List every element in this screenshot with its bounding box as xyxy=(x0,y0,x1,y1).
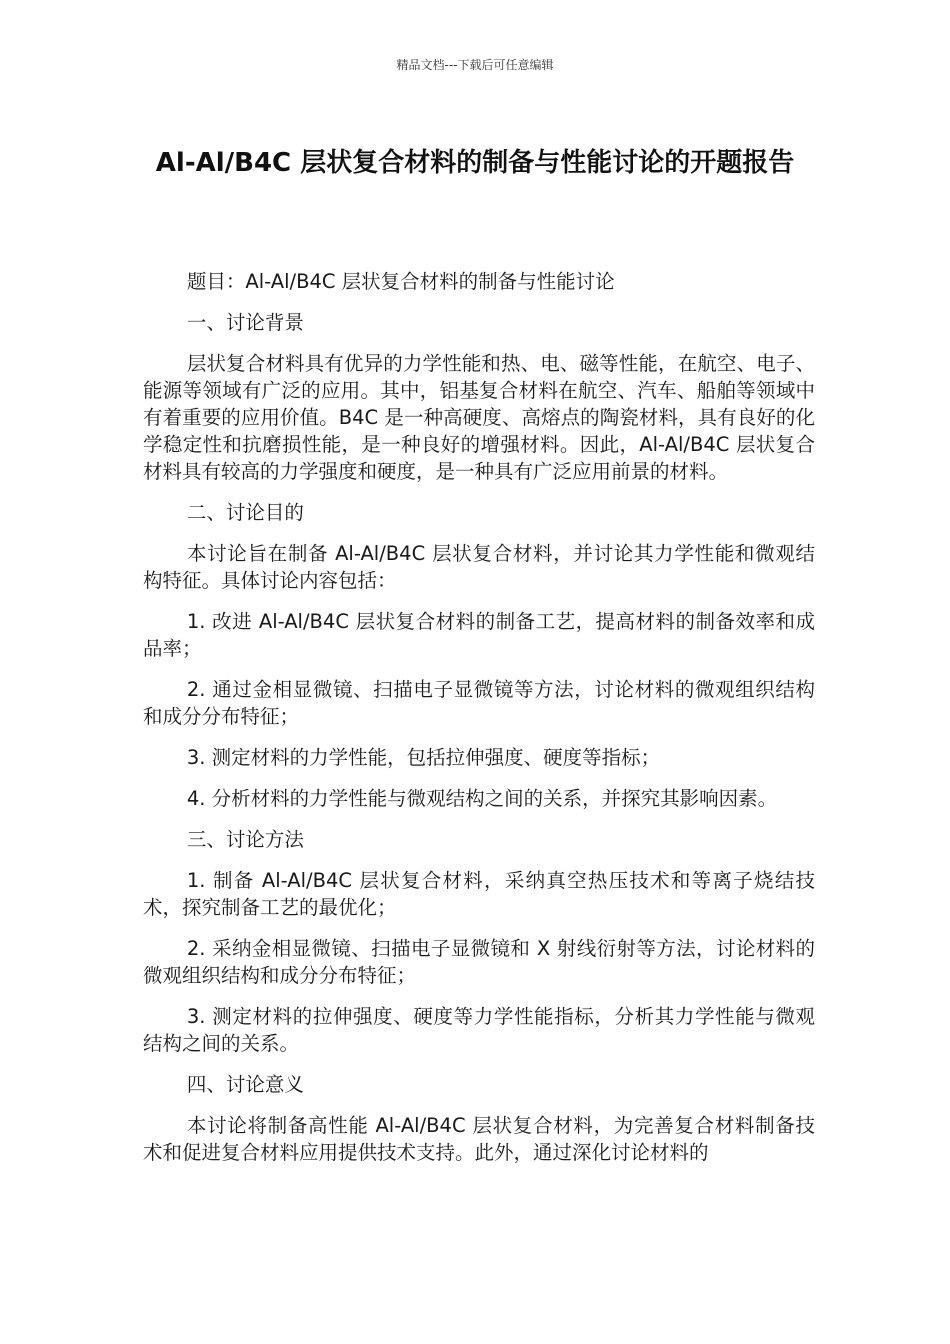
purpose-item-2: 2. 通过金相显微镜、扫描电子显微镜等方法，讨论材料的微观组织结构和成分分布特征； xyxy=(143,678,815,728)
purpose-paragraph: 本讨论旨在制备 Al-Al/B4C 层状复合材料，并讨论其力学性能和微观结构特征。具体讨论内容包括： xyxy=(143,542,815,592)
document-title: Al-Al/B4C 层状复合材料的制备与性能讨论的开题报告 xyxy=(155,148,795,178)
section-heading-purpose: 二、讨论目的 xyxy=(186,501,304,524)
section-heading-background: 一、讨论背景 xyxy=(186,311,304,334)
method-item-2: 2. 采纳金相显微镜、扫描电子显微镜和 X 射线衍射等方法，讨论材料的微观组织结构和成分分布特征； xyxy=(143,937,815,987)
section-heading-significance: 四、讨论意义 xyxy=(186,1073,304,1096)
topic-line: 题目：Al-Al/B4C 层状复合材料的制备与性能讨论 xyxy=(186,270,615,293)
purpose-item-1: 1. 改进 Al-Al/B4C 层状复合材料的制备工艺，提高材料的制备效率和成品率； xyxy=(143,610,815,660)
document-body xyxy=(143,268,815,1180)
purpose-item-4: 4. 分析材料的力学性能与微观结构之间的关系，并探究其影响因素。 xyxy=(186,787,778,810)
background-paragraph: 层状复合材料具有优异的力学性能和热、电、磁等性能，在航空、电子、能源等领域有广泛的应用。其中，铝基复合材料在航空、汽车、船舶等领域中有着重要的应用价值。B4C 是一种高硬度、高熔点的陶瓷材料，具有良好的化学稳定性和抗磨损性能，是一种良好的增强材料。因此，Al-Al/B4C 层状复合材料具有较高的力学强度和硬度，是一种具有广泛应用前景的材料。 xyxy=(143,352,815,483)
significance-paragraph: 本讨论将制备高性能 Al-Al/B4C 层状复合材料，为完善复合材料制备技术和促进复合材料应用提供技术支持。此外，通过深化讨论材料的 xyxy=(143,1114,815,1164)
purpose-item-3: 3. 测定材料的力学性能，包括拉伸强度、硬度等指标； xyxy=(186,746,661,769)
header-note: 精品文档---下载后可任意编辑 xyxy=(396,58,554,72)
method-item-1: 1. 制备 Al-Al/B4C 层状复合材料，采纳真空热压技术和等离子烧结技术，探究制备工艺的最优化； xyxy=(143,869,815,919)
section-heading-method: 三、讨论方法 xyxy=(186,828,304,851)
method-item-3: 3. 测定材料的拉伸强度、硬度等力学性能指标，分析其力学性能与微观结构之间的关系。 xyxy=(143,1005,815,1055)
